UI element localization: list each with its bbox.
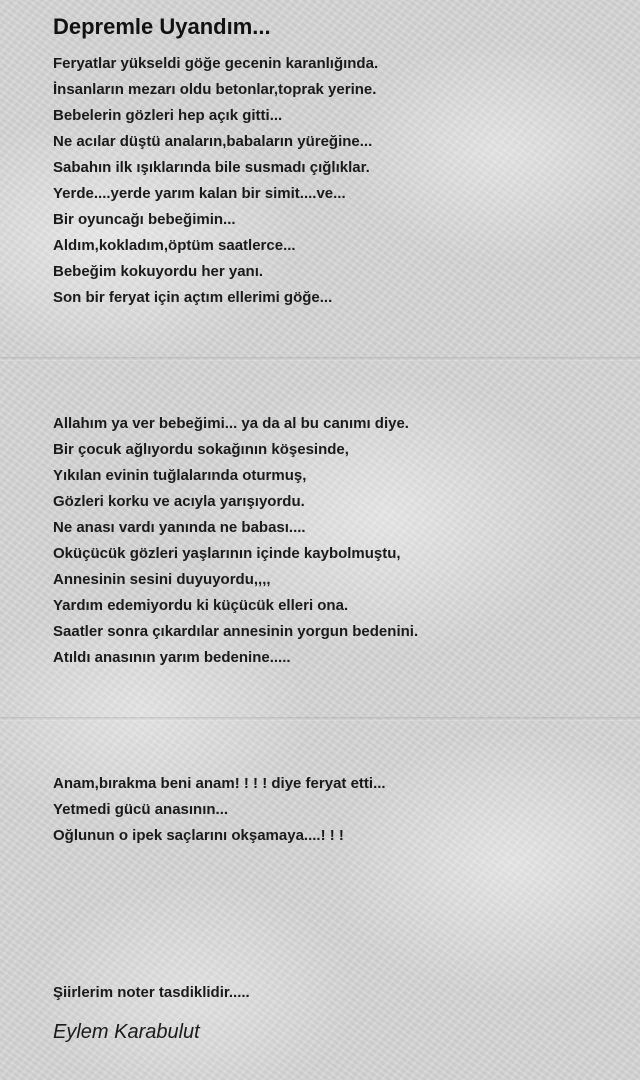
poem-line: Bir çocuk ağlıyordu sokağının köşesinde, xyxy=(53,441,349,458)
poem-line: Saatler sonra çıkardılar annesinin yorgun bedenini. xyxy=(53,623,419,640)
poem-line: Oğlunun o ipek saçlarını okşamaya....! ! ! xyxy=(53,827,344,844)
poem-line: İnsanların mezarı oldu betonlar,toprak yerine. xyxy=(53,81,377,98)
poem-line: Bebeğim kokuyordu her yanı. xyxy=(53,263,264,280)
poem-line: Bir oyuncağı bebeğimin... xyxy=(53,211,236,228)
poem-line: Son bir feryat için açtım ellerimi göğe... xyxy=(53,289,333,306)
poem-line: Aldım,kokladım,öptüm saatlerce... xyxy=(53,237,296,254)
poem-line: Atıldı anasının yarım bedenine..... xyxy=(53,649,291,666)
poem-line: Yetmedi gücü anasının... xyxy=(53,801,229,818)
poem-line: Ne acılar düştü anaların,babaların yüreğine... xyxy=(53,133,373,150)
copyright-note: Şiirlerim noter tasdiklidir..... xyxy=(53,984,250,1001)
poem-line: Yıkılan evinin tuğlalarında oturmuş, xyxy=(53,467,307,484)
poem-line: Yardım edemiyordu ki küçücük elleri ona. xyxy=(53,597,349,614)
poem-stanza-3 xyxy=(53,771,386,849)
poem-stanza-1 xyxy=(53,51,378,311)
poem-line: Sabahın ilk ışıklarında bile susmadı çığlıklar. xyxy=(53,159,370,176)
poem-line: Feryatlar yükseldi göğe gecenin karanlığında. xyxy=(53,55,379,72)
poem-line: Bebelerin gözleri hep açık gitti... xyxy=(53,107,283,124)
section-divider xyxy=(0,717,640,721)
section-divider xyxy=(0,357,640,361)
poem-title: Depremle Uyandım... xyxy=(53,14,271,39)
poem-author: Eylem Karabulut xyxy=(53,1021,200,1043)
poem-line: Annesinin sesini duyuyordu,,,, xyxy=(53,571,271,588)
poem-stanza-2 xyxy=(53,411,418,671)
poem-line: Allahım ya ver bebeğimi... ya da al bu canımı diye. xyxy=(53,415,409,432)
poem-line: Oküçücük gözleri yaşlarının içinde kaybolmuştu, xyxy=(53,545,401,562)
poem-line: Gözleri korku ve acıyla yarışıyordu. xyxy=(53,493,305,510)
poem-line: Ne anası vardı yanında ne babası.... xyxy=(53,519,306,536)
poem-line: Yerde....yerde yarım kalan bir simit....ve... xyxy=(53,185,346,202)
poem-line: Anam,bırakma beni anam! ! ! ! diye feryat etti... xyxy=(53,775,386,792)
